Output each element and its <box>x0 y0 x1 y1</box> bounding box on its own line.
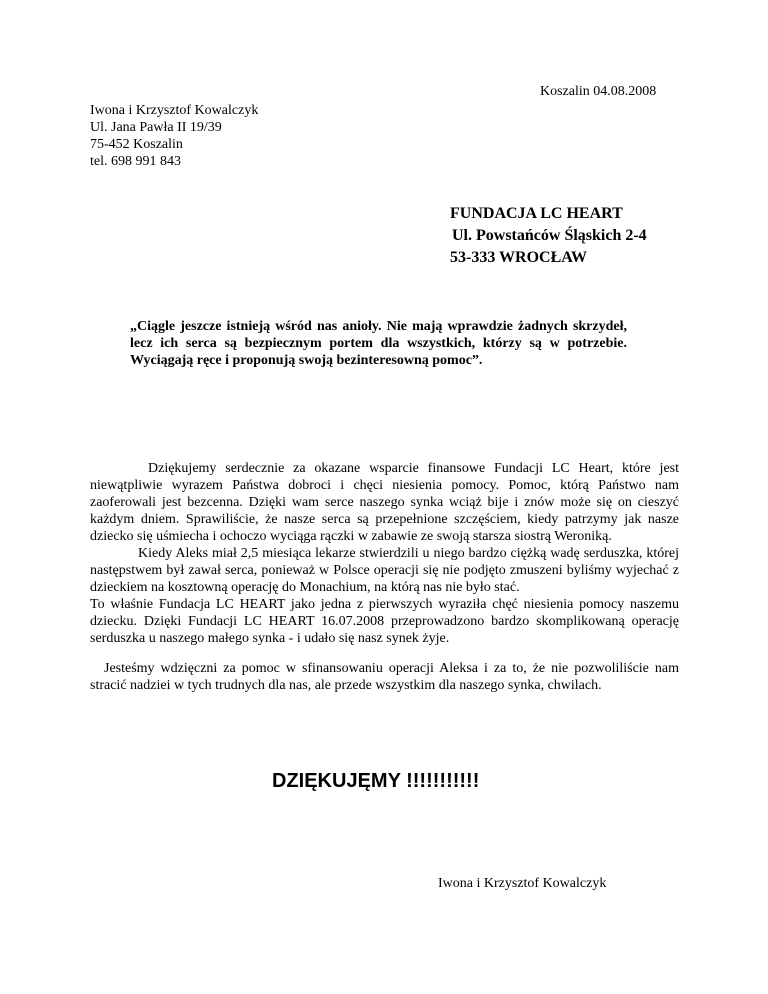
letter-body <box>90 460 679 694</box>
recipient-postal-city: 53-333 WROCŁAW <box>450 249 588 266</box>
sender-postal-city: 75-452 Koszalin <box>90 137 183 152</box>
sender-phone: tel. 698 991 843 <box>90 154 181 169</box>
signature: Iwona i Krzysztof Kowalczyk <box>438 876 607 891</box>
place-and-date: Koszalin 04.08.2008 <box>540 84 657 99</box>
paragraph-gratitude: Jesteśmy wdzięczni za pomoc w sfinansowaniu operacji Aleksa i za to, że nie pozwoliliście nam stracić nadziei w tych trudnych dla nas, ale przede wszystkim dla naszego synka, chwilach. <box>90 661 679 693</box>
sender-address-block <box>90 102 258 170</box>
recipient-address-block <box>450 203 647 269</box>
thank-you-heading: DZIĘKUJĘMY !!!!!!!!!!! <box>272 770 480 792</box>
paragraph-thanks: Dziękujemy serdecznie za okazane wsparcie finansowe Fundacji LC Heart, które jest niewątpliwie wyrazem Państwa dobroci i chęci niesienia pomocy. Pomoc, którą Państwo nam zaoferowali jest bezcenna. Dzięki wam serce naszego synka wciąż bije i znów może się on cieszyć każdym dniem. Sprawiliście, że nasze serca są przepełnione szczęściem, kiedy patrzymy jak nasze dziecko się uśmiecha i ochoczo wyciąga rączki w zabawie ze swoją starsza siostrą Weroniką. <box>90 461 679 544</box>
recipient-street: Ul. Powstańców Śląskich 2-4 <box>452 227 647 244</box>
paragraph-diagnosis: Kiedy Aleks miał 2,5 miesiąca lekarze stwierdzili u niego bardzo ciężką wadę serduszka, której następstwem był zawał serca, ponieważ w Polsce operacji się nie podjęto zmuszeni byliśmy wyjechać z dzieckiem na kosztowną operację do Monachium, na którą nas nie było stać. <box>90 546 679 595</box>
recipient-name: FUNDACJA LC HEART <box>450 205 623 222</box>
sender-names: Iwona i Krzysztof Kowalczyk <box>90 103 259 118</box>
opening-quote: „Ciągle jeszcze istnieją wśród nas anioły. Nie mają wprawdzie żadnych skrzydeł, lecz ich serca są bezpiecznym portem dla wszystkich, którzy są w potrzebie. Wyciągają ręce i proponują swoją bezinteresowną pomoc”. <box>130 319 627 368</box>
paragraph-foundation-help: To właśnie Fundacja LC HEART jako jedna z pierwszych wyraziła chęć niesienia pomocy naszemu dziecku. Dzięki Fundacji LC HEART 16.07.2008 przeprowadzono bardzo skomplikowaną operację serduszka u naszego małego synka - i udało się nasz synek żyje. <box>90 597 679 646</box>
sender-street: Ul. Jana Pawła II 19/39 <box>90 120 222 135</box>
